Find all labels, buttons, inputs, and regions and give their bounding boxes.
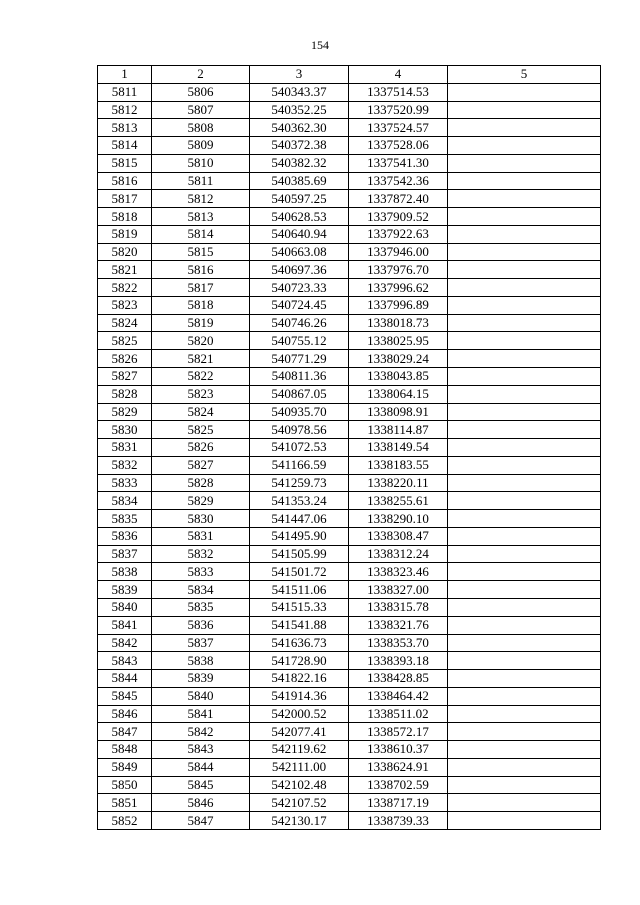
cell-y-coordinate: 1337520.99 xyxy=(349,101,448,119)
cell-y-coordinate: 1338220.11 xyxy=(349,474,448,492)
table-row xyxy=(98,101,601,119)
cell-y-coordinate: 1338739.33 xyxy=(349,812,448,830)
table-row xyxy=(98,616,601,634)
cell-note xyxy=(448,510,601,528)
column-header-1: 1 xyxy=(98,66,152,84)
cell-x-coordinate: 542107.52 xyxy=(250,794,349,812)
cell-y-coordinate: 1338018.73 xyxy=(349,314,448,332)
cell-note xyxy=(448,652,601,670)
table-row xyxy=(98,510,601,528)
coordinates-table xyxy=(97,65,601,830)
table-row xyxy=(98,741,601,759)
cell-y-coordinate: 1338114.87 xyxy=(349,421,448,439)
cell-point-number: 5851 xyxy=(98,794,152,812)
cell-x-coordinate: 540352.25 xyxy=(250,101,349,119)
cell-note xyxy=(448,154,601,172)
cell-y-coordinate: 1338717.19 xyxy=(349,794,448,812)
cell-point-number: 5817 xyxy=(98,190,152,208)
cell-previous-number: 5834 xyxy=(152,581,250,599)
cell-x-coordinate: 540978.56 xyxy=(250,421,349,439)
cell-x-coordinate: 542000.52 xyxy=(250,705,349,723)
cell-point-number: 5838 xyxy=(98,563,152,581)
cell-point-number: 5850 xyxy=(98,776,152,794)
cell-point-number: 5843 xyxy=(98,652,152,670)
cell-previous-number: 5825 xyxy=(152,421,250,439)
table-row xyxy=(98,598,601,616)
cell-point-number: 5826 xyxy=(98,350,152,368)
cell-point-number: 5846 xyxy=(98,705,152,723)
cell-previous-number: 5811 xyxy=(152,172,250,190)
cell-point-number: 5820 xyxy=(98,243,152,261)
cell-x-coordinate: 541353.24 xyxy=(250,492,349,510)
cell-y-coordinate: 1338393.18 xyxy=(349,652,448,670)
cell-x-coordinate: 540663.08 xyxy=(250,243,349,261)
cell-x-coordinate: 541501.72 xyxy=(250,563,349,581)
table-row xyxy=(98,581,601,599)
cell-y-coordinate: 1338323.46 xyxy=(349,563,448,581)
cell-note xyxy=(448,83,601,101)
cell-y-coordinate: 1337976.70 xyxy=(349,261,448,279)
table-row xyxy=(98,279,601,297)
cell-note xyxy=(448,296,601,314)
cell-point-number: 5823 xyxy=(98,296,152,314)
cell-note xyxy=(448,492,601,510)
cell-previous-number: 5817 xyxy=(152,279,250,297)
cell-previous-number: 5816 xyxy=(152,261,250,279)
cell-y-coordinate: 1338610.37 xyxy=(349,741,448,759)
cell-y-coordinate: 1337542.36 xyxy=(349,172,448,190)
cell-y-coordinate: 1338308.47 xyxy=(349,527,448,545)
cell-point-number: 5836 xyxy=(98,527,152,545)
table-row xyxy=(98,527,601,545)
table-row xyxy=(98,314,601,332)
table-row xyxy=(98,137,601,155)
cell-note xyxy=(448,616,601,634)
cell-point-number: 5816 xyxy=(98,172,152,190)
table-row xyxy=(98,812,601,830)
cell-point-number: 5849 xyxy=(98,758,152,776)
table-row xyxy=(98,208,601,226)
cell-previous-number: 5842 xyxy=(152,723,250,741)
cell-x-coordinate: 540723.33 xyxy=(250,279,349,297)
cell-note xyxy=(448,332,601,350)
cell-point-number: 5828 xyxy=(98,385,152,403)
table-row xyxy=(98,190,601,208)
cell-point-number: 5811 xyxy=(98,83,152,101)
cell-y-coordinate: 1338428.85 xyxy=(349,670,448,688)
cell-point-number: 5822 xyxy=(98,279,152,297)
cell-x-coordinate: 542111.00 xyxy=(250,758,349,776)
table-row xyxy=(98,563,601,581)
cell-y-coordinate: 1338025.95 xyxy=(349,332,448,350)
cell-y-coordinate: 1338321.76 xyxy=(349,616,448,634)
cell-y-coordinate: 1338702.59 xyxy=(349,776,448,794)
cell-y-coordinate: 1337528.06 xyxy=(349,137,448,155)
cell-y-coordinate: 1337909.52 xyxy=(349,208,448,226)
cell-point-number: 5825 xyxy=(98,332,152,350)
cell-point-number: 5834 xyxy=(98,492,152,510)
table-row xyxy=(98,225,601,243)
cell-y-coordinate: 1338315.78 xyxy=(349,598,448,616)
cell-note xyxy=(448,687,601,705)
cell-previous-number: 5814 xyxy=(152,225,250,243)
cell-x-coordinate: 541166.59 xyxy=(250,456,349,474)
table-row xyxy=(98,776,601,794)
cell-point-number: 5818 xyxy=(98,208,152,226)
table-row xyxy=(98,456,601,474)
cell-note xyxy=(448,812,601,830)
cell-x-coordinate: 540746.26 xyxy=(250,314,349,332)
cell-note xyxy=(448,598,601,616)
cell-x-coordinate: 540640.94 xyxy=(250,225,349,243)
cell-y-coordinate: 1338255.61 xyxy=(349,492,448,510)
table-row xyxy=(98,368,601,386)
cell-y-coordinate: 1338624.91 xyxy=(349,758,448,776)
cell-note xyxy=(448,474,601,492)
cell-x-coordinate: 540697.36 xyxy=(250,261,349,279)
table-row xyxy=(98,474,601,492)
cell-note xyxy=(448,119,601,137)
cell-note xyxy=(448,385,601,403)
column-header-5: 5 xyxy=(448,66,601,84)
table-row xyxy=(98,83,601,101)
cell-x-coordinate: 541541.88 xyxy=(250,616,349,634)
cell-y-coordinate: 1338098.91 xyxy=(349,403,448,421)
cell-previous-number: 5841 xyxy=(152,705,250,723)
cell-y-coordinate: 1337872.40 xyxy=(349,190,448,208)
cell-previous-number: 5806 xyxy=(152,83,250,101)
cell-point-number: 5839 xyxy=(98,581,152,599)
cell-y-coordinate: 1337996.62 xyxy=(349,279,448,297)
cell-x-coordinate: 542077.41 xyxy=(250,723,349,741)
cell-point-number: 5852 xyxy=(98,812,152,830)
cell-note xyxy=(448,776,601,794)
cell-note xyxy=(448,705,601,723)
cell-point-number: 5830 xyxy=(98,421,152,439)
cell-point-number: 5844 xyxy=(98,670,152,688)
cell-point-number: 5827 xyxy=(98,368,152,386)
cell-y-coordinate: 1337524.57 xyxy=(349,119,448,137)
cell-previous-number: 5822 xyxy=(152,368,250,386)
cell-previous-number: 5835 xyxy=(152,598,250,616)
cell-x-coordinate: 540811.36 xyxy=(250,368,349,386)
cell-note xyxy=(448,581,601,599)
cell-previous-number: 5833 xyxy=(152,563,250,581)
table-row xyxy=(98,154,601,172)
cell-x-coordinate: 540867.05 xyxy=(250,385,349,403)
table-row xyxy=(98,296,601,314)
cell-previous-number: 5839 xyxy=(152,670,250,688)
cell-previous-number: 5808 xyxy=(152,119,250,137)
cell-x-coordinate: 542130.17 xyxy=(250,812,349,830)
cell-note xyxy=(448,563,601,581)
table-row xyxy=(98,758,601,776)
table-row xyxy=(98,687,601,705)
page-number: 154 xyxy=(311,38,329,52)
cell-point-number: 5841 xyxy=(98,616,152,634)
cell-note xyxy=(448,758,601,776)
cell-x-coordinate: 540372.38 xyxy=(250,137,349,155)
cell-point-number: 5832 xyxy=(98,456,152,474)
cell-previous-number: 5821 xyxy=(152,350,250,368)
table-row xyxy=(98,492,601,510)
cell-y-coordinate: 1338029.24 xyxy=(349,350,448,368)
cell-x-coordinate: 541447.06 xyxy=(250,510,349,528)
table-row xyxy=(98,705,601,723)
column-header-4: 4 xyxy=(349,66,448,84)
cell-y-coordinate: 1338327.00 xyxy=(349,581,448,599)
cell-note xyxy=(448,101,601,119)
cell-x-coordinate: 541511.06 xyxy=(250,581,349,599)
cell-x-coordinate: 540343.37 xyxy=(250,83,349,101)
cell-y-coordinate: 1337541.30 xyxy=(349,154,448,172)
table-row xyxy=(98,421,601,439)
cell-note xyxy=(448,190,601,208)
cell-y-coordinate: 1337922.63 xyxy=(349,225,448,243)
cell-previous-number: 5819 xyxy=(152,314,250,332)
cell-x-coordinate: 541636.73 xyxy=(250,634,349,652)
cell-x-coordinate: 540597.25 xyxy=(250,190,349,208)
cell-y-coordinate: 1338043.85 xyxy=(349,368,448,386)
cell-previous-number: 5845 xyxy=(152,776,250,794)
cell-x-coordinate: 541515.33 xyxy=(250,598,349,616)
column-header-2: 2 xyxy=(152,66,250,84)
cell-previous-number: 5828 xyxy=(152,474,250,492)
table-row xyxy=(98,385,601,403)
table-row xyxy=(98,119,601,137)
cell-note xyxy=(448,225,601,243)
cell-previous-number: 5824 xyxy=(152,403,250,421)
cell-point-number: 5812 xyxy=(98,101,152,119)
table-row xyxy=(98,243,601,261)
cell-y-coordinate: 1338572.17 xyxy=(349,723,448,741)
cell-previous-number: 5836 xyxy=(152,616,250,634)
cell-previous-number: 5815 xyxy=(152,243,250,261)
cell-previous-number: 5812 xyxy=(152,190,250,208)
cell-note xyxy=(448,368,601,386)
cell-x-coordinate: 540935.70 xyxy=(250,403,349,421)
cell-point-number: 5842 xyxy=(98,634,152,652)
cell-note xyxy=(448,261,601,279)
cell-x-coordinate: 540628.53 xyxy=(250,208,349,226)
table-row xyxy=(98,261,601,279)
cell-note xyxy=(448,208,601,226)
cell-point-number: 5847 xyxy=(98,723,152,741)
cell-note xyxy=(448,456,601,474)
cell-y-coordinate: 1337946.00 xyxy=(349,243,448,261)
table-header xyxy=(98,66,601,84)
header-row xyxy=(98,66,601,84)
cell-note xyxy=(448,545,601,563)
cell-previous-number: 5807 xyxy=(152,101,250,119)
cell-y-coordinate: 1337514.53 xyxy=(349,83,448,101)
cell-y-coordinate: 1337996.89 xyxy=(349,296,448,314)
cell-previous-number: 5844 xyxy=(152,758,250,776)
cell-x-coordinate: 540385.69 xyxy=(250,172,349,190)
cell-previous-number: 5846 xyxy=(152,794,250,812)
cell-previous-number: 5826 xyxy=(152,439,250,457)
table-row xyxy=(98,723,601,741)
cell-note xyxy=(448,243,601,261)
cell-note xyxy=(448,421,601,439)
cell-previous-number: 5831 xyxy=(152,527,250,545)
cell-note xyxy=(448,527,601,545)
cell-point-number: 5824 xyxy=(98,314,152,332)
cell-point-number: 5837 xyxy=(98,545,152,563)
cell-note xyxy=(448,403,601,421)
cell-y-coordinate: 1338312.24 xyxy=(349,545,448,563)
cell-x-coordinate: 541072.53 xyxy=(250,439,349,457)
cell-previous-number: 5838 xyxy=(152,652,250,670)
cell-y-coordinate: 1338183.55 xyxy=(349,456,448,474)
cell-y-coordinate: 1338149.54 xyxy=(349,439,448,457)
cell-previous-number: 5813 xyxy=(152,208,250,226)
table-row xyxy=(98,439,601,457)
table-row xyxy=(98,670,601,688)
cell-x-coordinate: 541914.36 xyxy=(250,687,349,705)
cell-point-number: 5845 xyxy=(98,687,152,705)
cell-point-number: 5815 xyxy=(98,154,152,172)
table-body xyxy=(98,83,601,829)
cell-point-number: 5835 xyxy=(98,510,152,528)
cell-note xyxy=(448,350,601,368)
cell-previous-number: 5823 xyxy=(152,385,250,403)
cell-y-coordinate: 1338064.15 xyxy=(349,385,448,403)
cell-note xyxy=(448,723,601,741)
cell-note xyxy=(448,794,601,812)
table-row xyxy=(98,172,601,190)
cell-x-coordinate: 541495.90 xyxy=(250,527,349,545)
cell-point-number: 5813 xyxy=(98,119,152,137)
cell-previous-number: 5829 xyxy=(152,492,250,510)
cell-x-coordinate: 541728.90 xyxy=(250,652,349,670)
cell-x-coordinate: 541259.73 xyxy=(250,474,349,492)
cell-x-coordinate: 540771.29 xyxy=(250,350,349,368)
table-row xyxy=(98,794,601,812)
cell-note xyxy=(448,670,601,688)
cell-x-coordinate: 542119.62 xyxy=(250,741,349,759)
cell-note xyxy=(448,439,601,457)
column-header-3: 3 xyxy=(250,66,349,84)
cell-note xyxy=(448,279,601,297)
cell-x-coordinate: 540382.32 xyxy=(250,154,349,172)
cell-previous-number: 5830 xyxy=(152,510,250,528)
cell-x-coordinate: 542102.48 xyxy=(250,776,349,794)
cell-point-number: 5819 xyxy=(98,225,152,243)
cell-previous-number: 5820 xyxy=(152,332,250,350)
cell-x-coordinate: 540755.12 xyxy=(250,332,349,350)
cell-previous-number: 5837 xyxy=(152,634,250,652)
cell-note xyxy=(448,634,601,652)
cell-x-coordinate: 541505.99 xyxy=(250,545,349,563)
cell-note xyxy=(448,137,601,155)
table-row xyxy=(98,634,601,652)
cell-y-coordinate: 1338290.10 xyxy=(349,510,448,528)
cell-previous-number: 5843 xyxy=(152,741,250,759)
cell-previous-number: 5840 xyxy=(152,687,250,705)
cell-point-number: 5831 xyxy=(98,439,152,457)
cell-previous-number: 5810 xyxy=(152,154,250,172)
table-row xyxy=(98,545,601,563)
cell-point-number: 5840 xyxy=(98,598,152,616)
cell-point-number: 5833 xyxy=(98,474,152,492)
table-row xyxy=(98,350,601,368)
cell-previous-number: 5809 xyxy=(152,137,250,155)
cell-previous-number: 5847 xyxy=(152,812,250,830)
table-row xyxy=(98,332,601,350)
cell-note xyxy=(448,741,601,759)
cell-point-number: 5814 xyxy=(98,137,152,155)
cell-previous-number: 5832 xyxy=(152,545,250,563)
cell-x-coordinate: 540362.30 xyxy=(250,119,349,137)
cell-point-number: 5829 xyxy=(98,403,152,421)
cell-point-number: 5821 xyxy=(98,261,152,279)
cell-y-coordinate: 1338511.02 xyxy=(349,705,448,723)
cell-x-coordinate: 541822.16 xyxy=(250,670,349,688)
table-row xyxy=(98,652,601,670)
cell-previous-number: 5827 xyxy=(152,456,250,474)
cell-point-number: 5848 xyxy=(98,741,152,759)
cell-y-coordinate: 1338464.42 xyxy=(349,687,448,705)
cell-x-coordinate: 540724.45 xyxy=(250,296,349,314)
cell-previous-number: 5818 xyxy=(152,296,250,314)
cell-y-coordinate: 1338353.70 xyxy=(349,634,448,652)
cell-note xyxy=(448,172,601,190)
table-row xyxy=(98,403,601,421)
cell-note xyxy=(448,314,601,332)
